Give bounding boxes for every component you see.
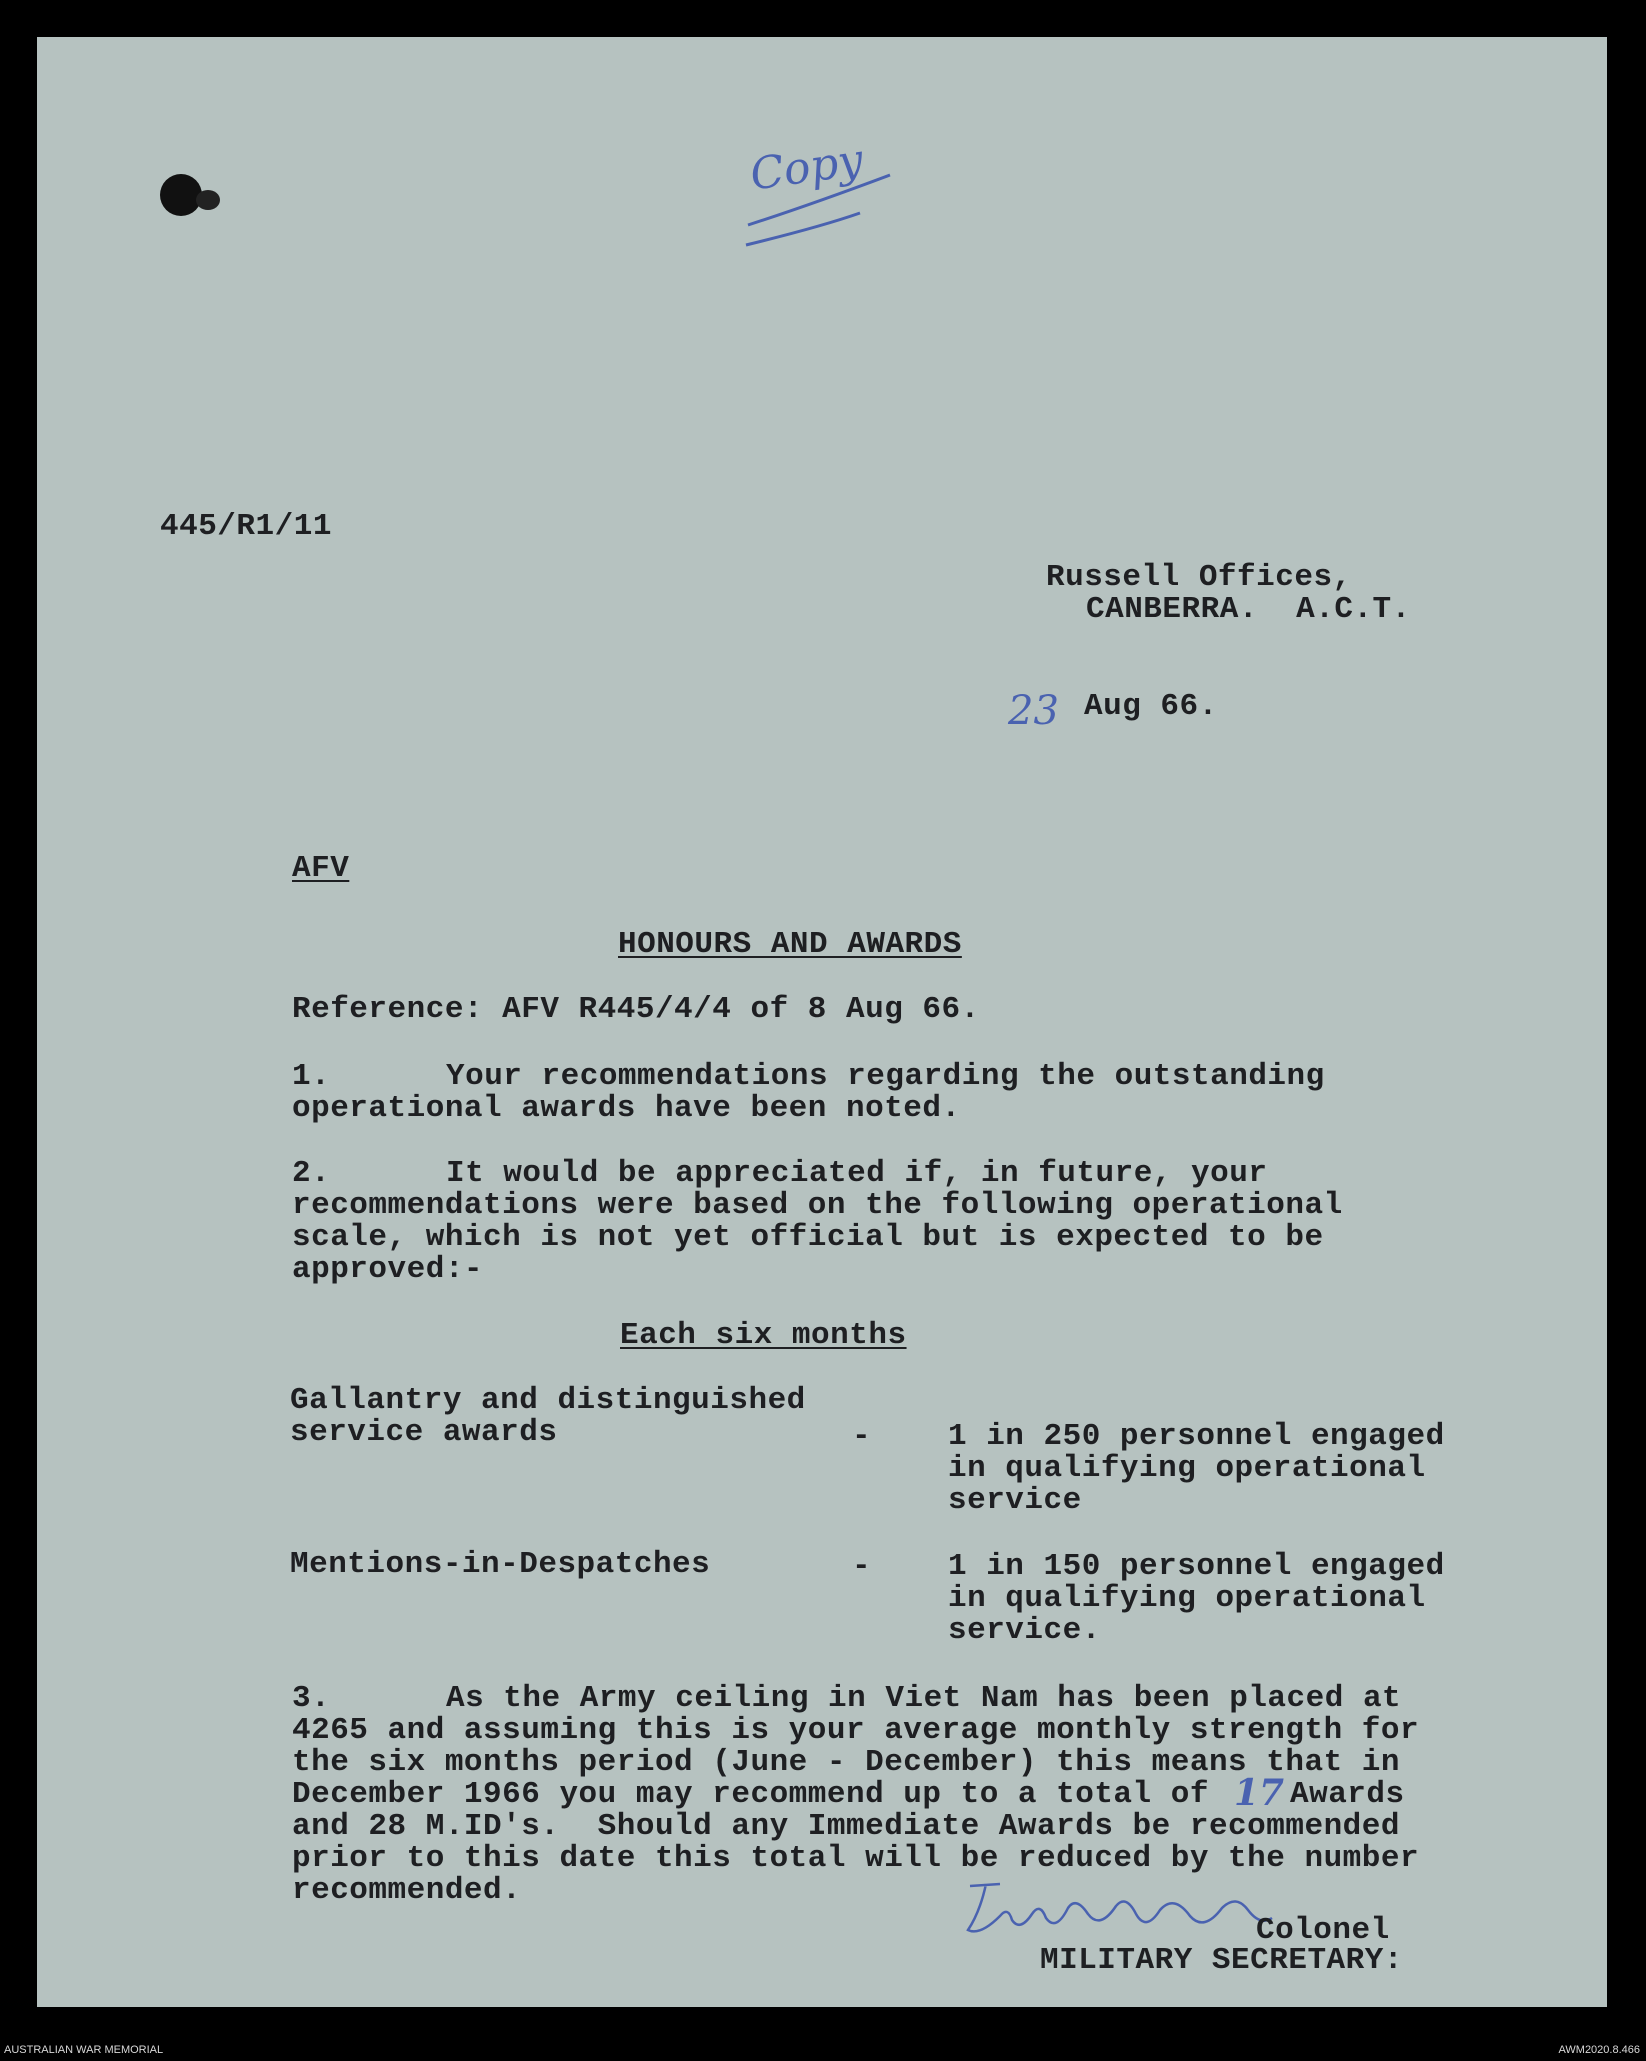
handwritten-award-count: 17 (1234, 1772, 1285, 1814)
para2-number: 2. (292, 1156, 331, 1191)
signature-stroke (968, 1884, 1272, 1931)
scale-dash: - (852, 1549, 872, 1584)
para3-line: Awards (1290, 1777, 1405, 1812)
reference-line: Reference: AFV R445/4/4 of 8 Aug 66. (292, 992, 980, 1027)
scale-value: service (948, 1483, 1082, 1518)
handwritten-date-day: 23 (1008, 688, 1059, 734)
signatory-rank: Colonel (1256, 1913, 1390, 1948)
scale-label: Mentions-in-Despatches (290, 1547, 711, 1582)
scale-label: Gallantry and distinguished (290, 1383, 806, 1418)
copy-underline-1 (748, 175, 890, 225)
para3-line: and 28 M.ID's. Should any Immediate Awards be recommended (292, 1809, 1400, 1844)
address-line-1: Russell Offices, (1046, 560, 1352, 595)
address-line-2: CANBERRA. A.C.T. (1086, 592, 1411, 627)
punch-hole-fragment (196, 190, 220, 210)
para3-line: December 1966 you may recommend up to a total of (292, 1777, 1209, 1812)
file-reference: 445/R1/11 (160, 509, 332, 544)
copy-underline-2 (746, 213, 860, 245)
scale-value: in qualifying operational (948, 1451, 1426, 1486)
handwritten-copy-mark: Copy (747, 134, 867, 201)
para1-line: Your recommendations regarding the outstanding (446, 1059, 1325, 1094)
scale-value: service. (948, 1613, 1101, 1648)
scale-label: service awards (290, 1415, 558, 1450)
scale-dash: - (852, 1419, 872, 1454)
para1-line: operational awards have been noted. (292, 1091, 961, 1126)
para3-line: 4265 and assuming this is your average monthly strength for (292, 1713, 1420, 1748)
signatory-title: MILITARY SECRETARY: (1040, 1943, 1403, 1978)
para2-line: recommendations were based on the following operational (292, 1188, 1343, 1223)
scale-value: 1 in 150 personnel engaged (948, 1549, 1445, 1584)
para2-line: approved:- (292, 1252, 484, 1287)
para1-number: 1. (292, 1059, 331, 1094)
para2-line: scale, which is not yet official but is expected to be (292, 1220, 1324, 1255)
scale-value: 1 in 250 personnel engaged (948, 1419, 1445, 1454)
letter-date: Aug 66. (1084, 689, 1218, 724)
para3-line: the six months period (June - December) this means that in (292, 1745, 1400, 1780)
para2-line: It would be appreciated if, in future, your (446, 1156, 1268, 1191)
para3-line: recommended. (292, 1873, 522, 1908)
para3-line: As the Army ceiling in Viet Nam has been placed at (446, 1681, 1402, 1716)
punch-hole (160, 174, 202, 216)
scale-heading: Each six months (620, 1318, 907, 1353)
footer-archive-name: AUSTRALIAN WAR MEMORIAL (4, 2044, 164, 2056)
footer-item-id: AWM2020.8.466 (1558, 2044, 1640, 2056)
scale-value: in qualifying operational (948, 1581, 1426, 1616)
subject-heading: HONOURS AND AWARDS (618, 927, 962, 962)
handwritten-underline-strokes (740, 165, 900, 250)
handwritten-signature (960, 1872, 1290, 1947)
para3-number: 3. (292, 1681, 331, 1716)
para3-line: prior to this date this total will be reduced by the number (292, 1841, 1420, 1876)
addressee: AFV (292, 851, 350, 886)
